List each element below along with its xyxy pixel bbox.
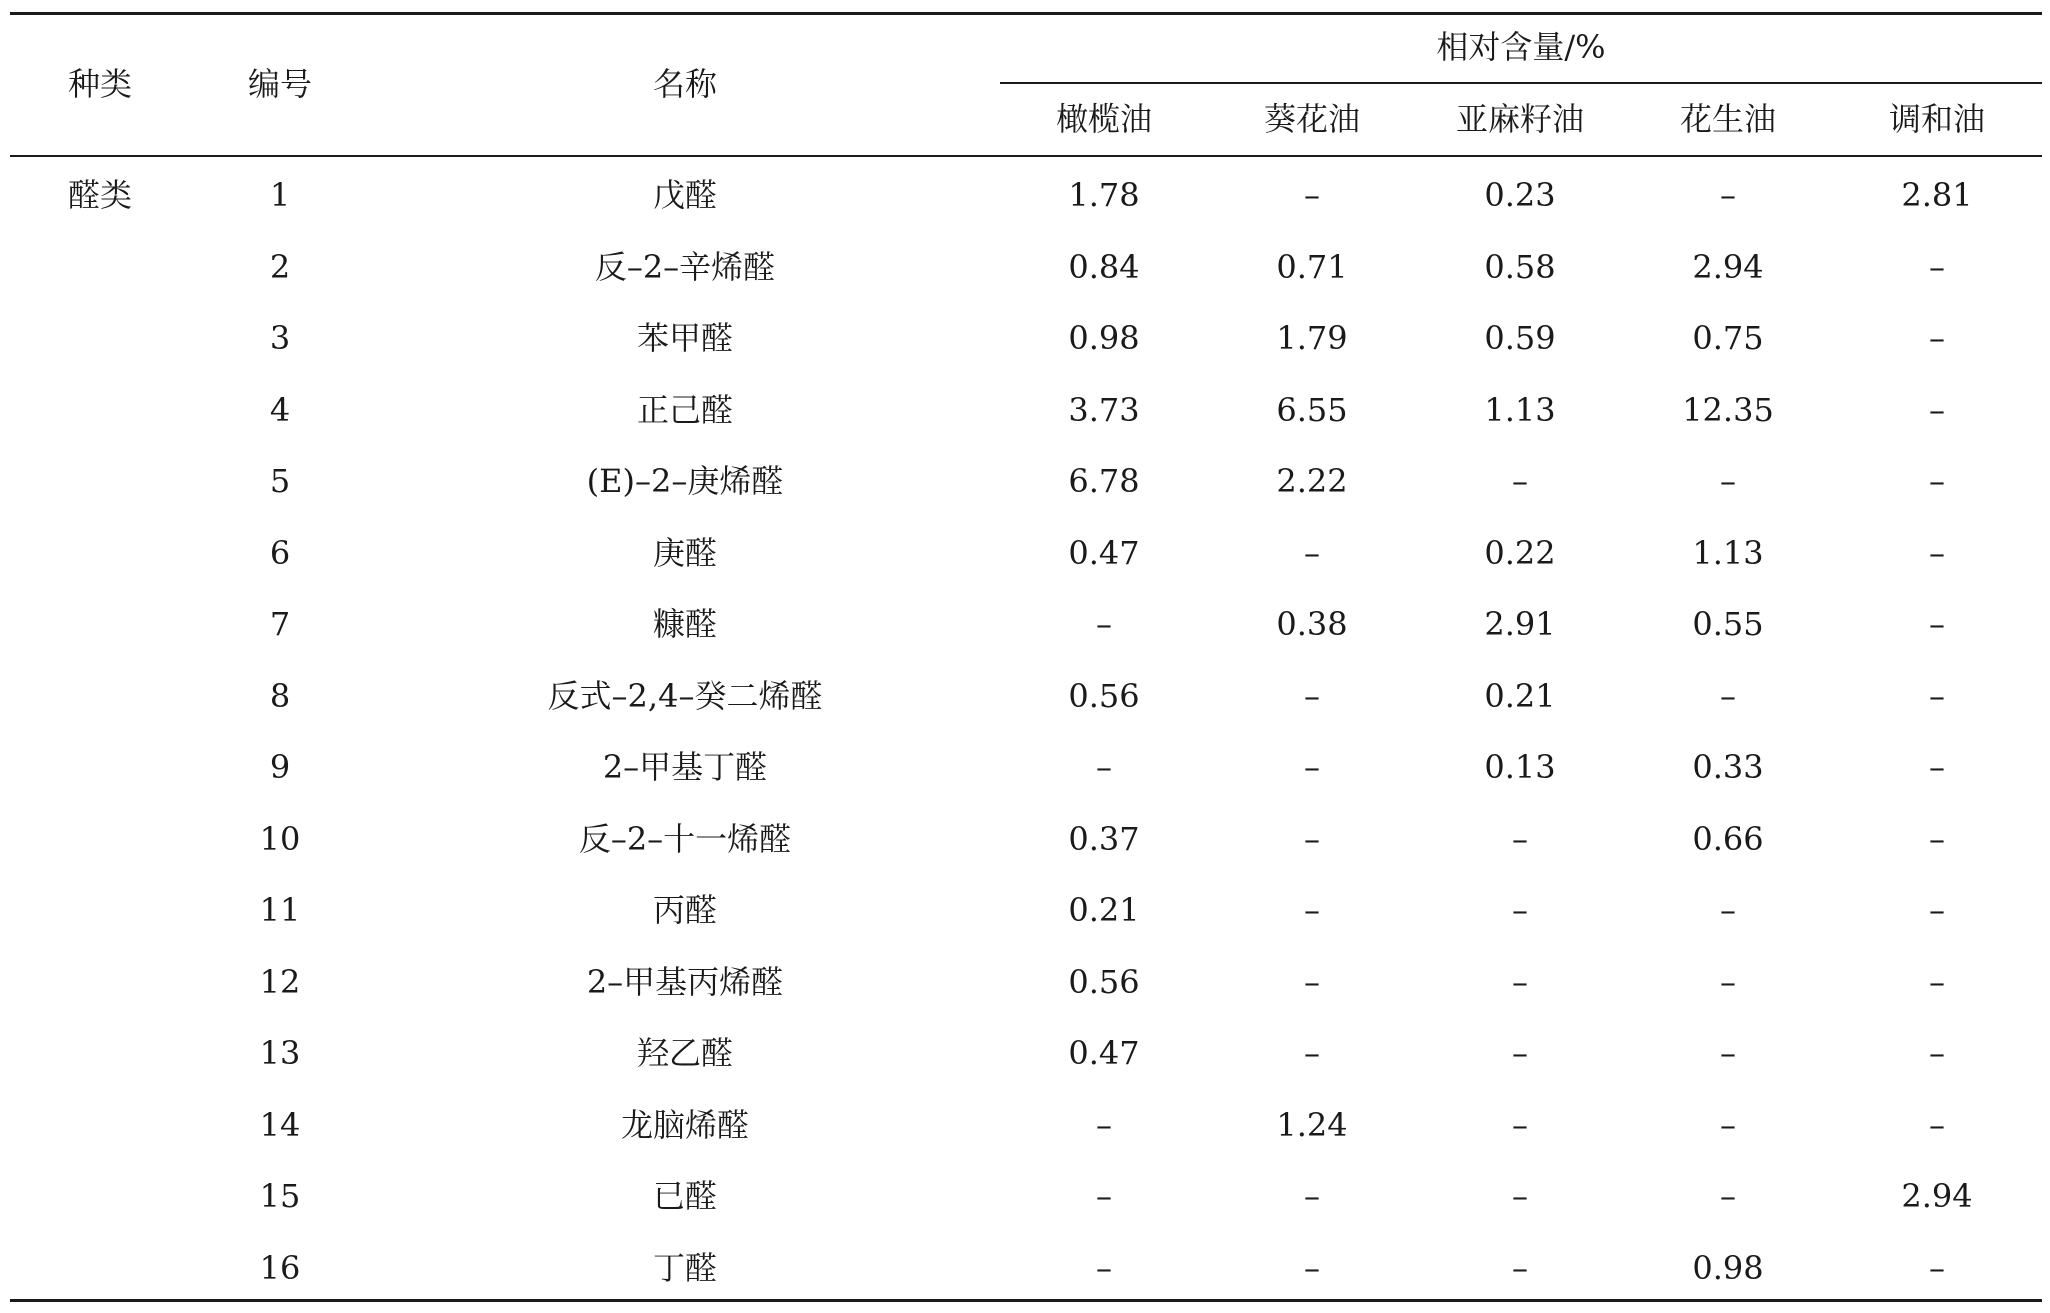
cell-value: 12.35	[1624, 384, 1832, 456]
cell-name: 丙醛	[370, 884, 1000, 956]
cell-value: –	[1208, 1170, 1416, 1242]
cell-value: 6.55	[1208, 384, 1416, 456]
cell-value: –	[1832, 1242, 2042, 1313]
cell-category	[10, 956, 190, 1028]
cell-name: 糠醛	[370, 598, 1000, 670]
cell-value: 0.33	[1624, 741, 1832, 813]
cell-value: 2.94	[1832, 1170, 2042, 1242]
cell-number: 1	[190, 169, 370, 241]
cell-value: –	[1624, 670, 1832, 742]
cell-value: 1.13	[1416, 384, 1624, 456]
cell-number: 2	[190, 241, 370, 313]
cell-value: 0.37	[1000, 813, 1208, 885]
cell-name: 庚醛	[370, 527, 1000, 599]
cell-number: 8	[190, 670, 370, 742]
cell-value: 0.98	[1000, 312, 1208, 384]
cell-value: –	[1624, 1027, 1832, 1099]
cell-name: 羟乙醛	[370, 1027, 1000, 1099]
table-body	[10, 169, 2042, 1313]
cell-value: –	[1000, 1170, 1208, 1242]
header-rule	[10, 155, 2042, 157]
cell-name: 反–2–辛烯醛	[370, 241, 1000, 313]
cell-value: 0.56	[1000, 956, 1208, 1028]
cell-category	[10, 527, 190, 599]
table-row	[10, 1027, 2042, 1099]
cell-value: –	[1624, 169, 1832, 241]
table-row	[10, 1170, 2042, 1242]
header-relative-content: 相对含量/%	[1000, 27, 2042, 67]
cell-value: –	[1000, 741, 1208, 813]
header-number: 编号	[190, 64, 370, 104]
cell-number: 4	[190, 384, 370, 456]
cell-category	[10, 884, 190, 956]
cell-value: –	[1208, 527, 1416, 599]
cell-number: 14	[190, 1099, 370, 1171]
cell-value: –	[1624, 1099, 1832, 1171]
cell-category	[10, 312, 190, 384]
group-rule	[1000, 82, 2042, 84]
cell-name: 正己醛	[370, 384, 1000, 456]
cell-value: –	[1416, 1099, 1624, 1171]
cell-category	[10, 455, 190, 527]
header-oil-blend: 调和油	[1832, 99, 2042, 139]
cell-value: 0.21	[1000, 884, 1208, 956]
table-row	[10, 813, 2042, 885]
cell-name: 2–甲基丙烯醛	[370, 956, 1000, 1028]
cell-value: –	[1000, 1242, 1208, 1313]
cell-value: 0.98	[1624, 1242, 1832, 1313]
cell-value: –	[1624, 956, 1832, 1028]
cell-value: 0.71	[1208, 241, 1416, 313]
table-row	[10, 670, 2042, 742]
cell-name: 反式–2,4–癸二烯醛	[370, 670, 1000, 742]
top-rule	[10, 12, 2042, 15]
cell-name: 丁醛	[370, 1242, 1000, 1313]
table-row	[10, 312, 2042, 384]
cell-value: 0.58	[1416, 241, 1624, 313]
table-row	[10, 598, 2042, 670]
cell-value: –	[1832, 884, 2042, 956]
cell-category	[10, 1170, 190, 1242]
table-row	[10, 527, 2042, 599]
cell-value: –	[1832, 741, 2042, 813]
table-row	[10, 384, 2042, 456]
cell-value: 0.66	[1624, 813, 1832, 885]
table-row	[10, 169, 2042, 241]
cell-value: 2.81	[1832, 169, 2042, 241]
cell-number: 9	[190, 741, 370, 813]
cell-value: –	[1832, 956, 2042, 1028]
header-oil-olive: 橄榄油	[1000, 99, 1208, 139]
cell-value: –	[1416, 1170, 1624, 1242]
cell-value: 0.23	[1416, 169, 1624, 241]
header-oil-peanut: 花生油	[1624, 99, 1832, 139]
cell-name: 龙脑烯醛	[370, 1099, 1000, 1171]
cell-value: –	[1000, 598, 1208, 670]
cell-value: 1.79	[1208, 312, 1416, 384]
cell-value: –	[1832, 1099, 2042, 1171]
cell-value: 0.13	[1416, 741, 1624, 813]
cell-category: 醛类	[10, 169, 190, 241]
cell-value: –	[1416, 455, 1624, 527]
cell-value: –	[1832, 241, 2042, 313]
table-row	[10, 884, 2042, 956]
cell-number: 3	[190, 312, 370, 384]
cell-value: –	[1208, 956, 1416, 1028]
cell-value: –	[1416, 1242, 1624, 1313]
cell-value: –	[1832, 455, 2042, 527]
cell-value: 1.24	[1208, 1099, 1416, 1171]
cell-value: 0.59	[1416, 312, 1624, 384]
cell-value: –	[1832, 312, 2042, 384]
cell-value: –	[1416, 813, 1624, 885]
cell-name: 苯甲醛	[370, 312, 1000, 384]
cell-value: –	[1832, 670, 2042, 742]
cell-value: –	[1624, 884, 1832, 956]
cell-value: 2.91	[1416, 598, 1624, 670]
cell-name: 已醛	[370, 1170, 1000, 1242]
cell-category	[10, 598, 190, 670]
cell-number: 15	[190, 1170, 370, 1242]
cell-value: 1.78	[1000, 169, 1208, 241]
cell-value: –	[1208, 884, 1416, 956]
cell-value: 2.94	[1624, 241, 1832, 313]
bottom-rule	[10, 1299, 2042, 1302]
cell-value: 6.78	[1000, 455, 1208, 527]
cell-value: –	[1624, 1170, 1832, 1242]
cell-category	[10, 741, 190, 813]
header-category: 种类	[10, 64, 190, 104]
cell-value: 0.56	[1000, 670, 1208, 742]
cell-value: –	[1832, 598, 2042, 670]
cell-value: –	[1832, 1027, 2042, 1099]
cell-value: –	[1208, 670, 1416, 742]
cell-category	[10, 1099, 190, 1171]
cell-value: –	[1624, 455, 1832, 527]
cell-value: 0.21	[1416, 670, 1624, 742]
cell-value: –	[1416, 884, 1624, 956]
cell-number: 5	[190, 455, 370, 527]
cell-number: 16	[190, 1242, 370, 1313]
header-oil-linseed: 亚麻籽油	[1416, 99, 1624, 139]
cell-value: 0.47	[1000, 527, 1208, 599]
cell-number: 11	[190, 884, 370, 956]
cell-value: –	[1416, 1027, 1624, 1099]
cell-number: 12	[190, 956, 370, 1028]
cell-name: 反–2–十一烯醛	[370, 813, 1000, 885]
cell-value: –	[1208, 1027, 1416, 1099]
cell-value: 2.22	[1208, 455, 1416, 527]
cell-value: 1.13	[1624, 527, 1832, 599]
cell-name: 2–甲基丁醛	[370, 741, 1000, 813]
cell-value: 0.22	[1416, 527, 1624, 599]
cell-value: –	[1208, 169, 1416, 241]
cell-value: –	[1832, 527, 2042, 599]
table-row	[10, 241, 2042, 313]
cell-value: –	[1832, 813, 2042, 885]
cell-category	[10, 1242, 190, 1313]
cell-value: –	[1208, 741, 1416, 813]
cell-number: 7	[190, 598, 370, 670]
cell-value: 3.73	[1000, 384, 1208, 456]
table-row	[10, 1242, 2042, 1313]
cell-name: (E)–2–庚烯醛	[370, 455, 1000, 527]
cell-value: –	[1832, 384, 2042, 456]
cell-value: –	[1416, 956, 1624, 1028]
header-oil-sunflower: 葵花油	[1208, 99, 1416, 139]
table-row	[10, 956, 2042, 1028]
table-row	[10, 1099, 2042, 1171]
cell-number: 13	[190, 1027, 370, 1099]
cell-number: 10	[190, 813, 370, 885]
cell-value: 0.38	[1208, 598, 1416, 670]
cell-value: 0.84	[1000, 241, 1208, 313]
cell-value: 0.55	[1624, 598, 1832, 670]
table-row	[10, 455, 2042, 527]
table-row	[10, 741, 2042, 813]
cell-category	[10, 384, 190, 456]
cell-value: –	[1208, 813, 1416, 885]
cell-name: 戊醛	[370, 169, 1000, 241]
cell-number: 6	[190, 527, 370, 599]
cell-category	[10, 241, 190, 313]
cell-value: –	[1000, 1099, 1208, 1171]
cell-category	[10, 670, 190, 742]
cell-value: 0.47	[1000, 1027, 1208, 1099]
cell-value: 0.75	[1624, 312, 1832, 384]
cell-value: –	[1208, 1242, 1416, 1313]
cell-category	[10, 1027, 190, 1099]
cell-category	[10, 813, 190, 885]
header-name: 名称	[370, 64, 1000, 104]
